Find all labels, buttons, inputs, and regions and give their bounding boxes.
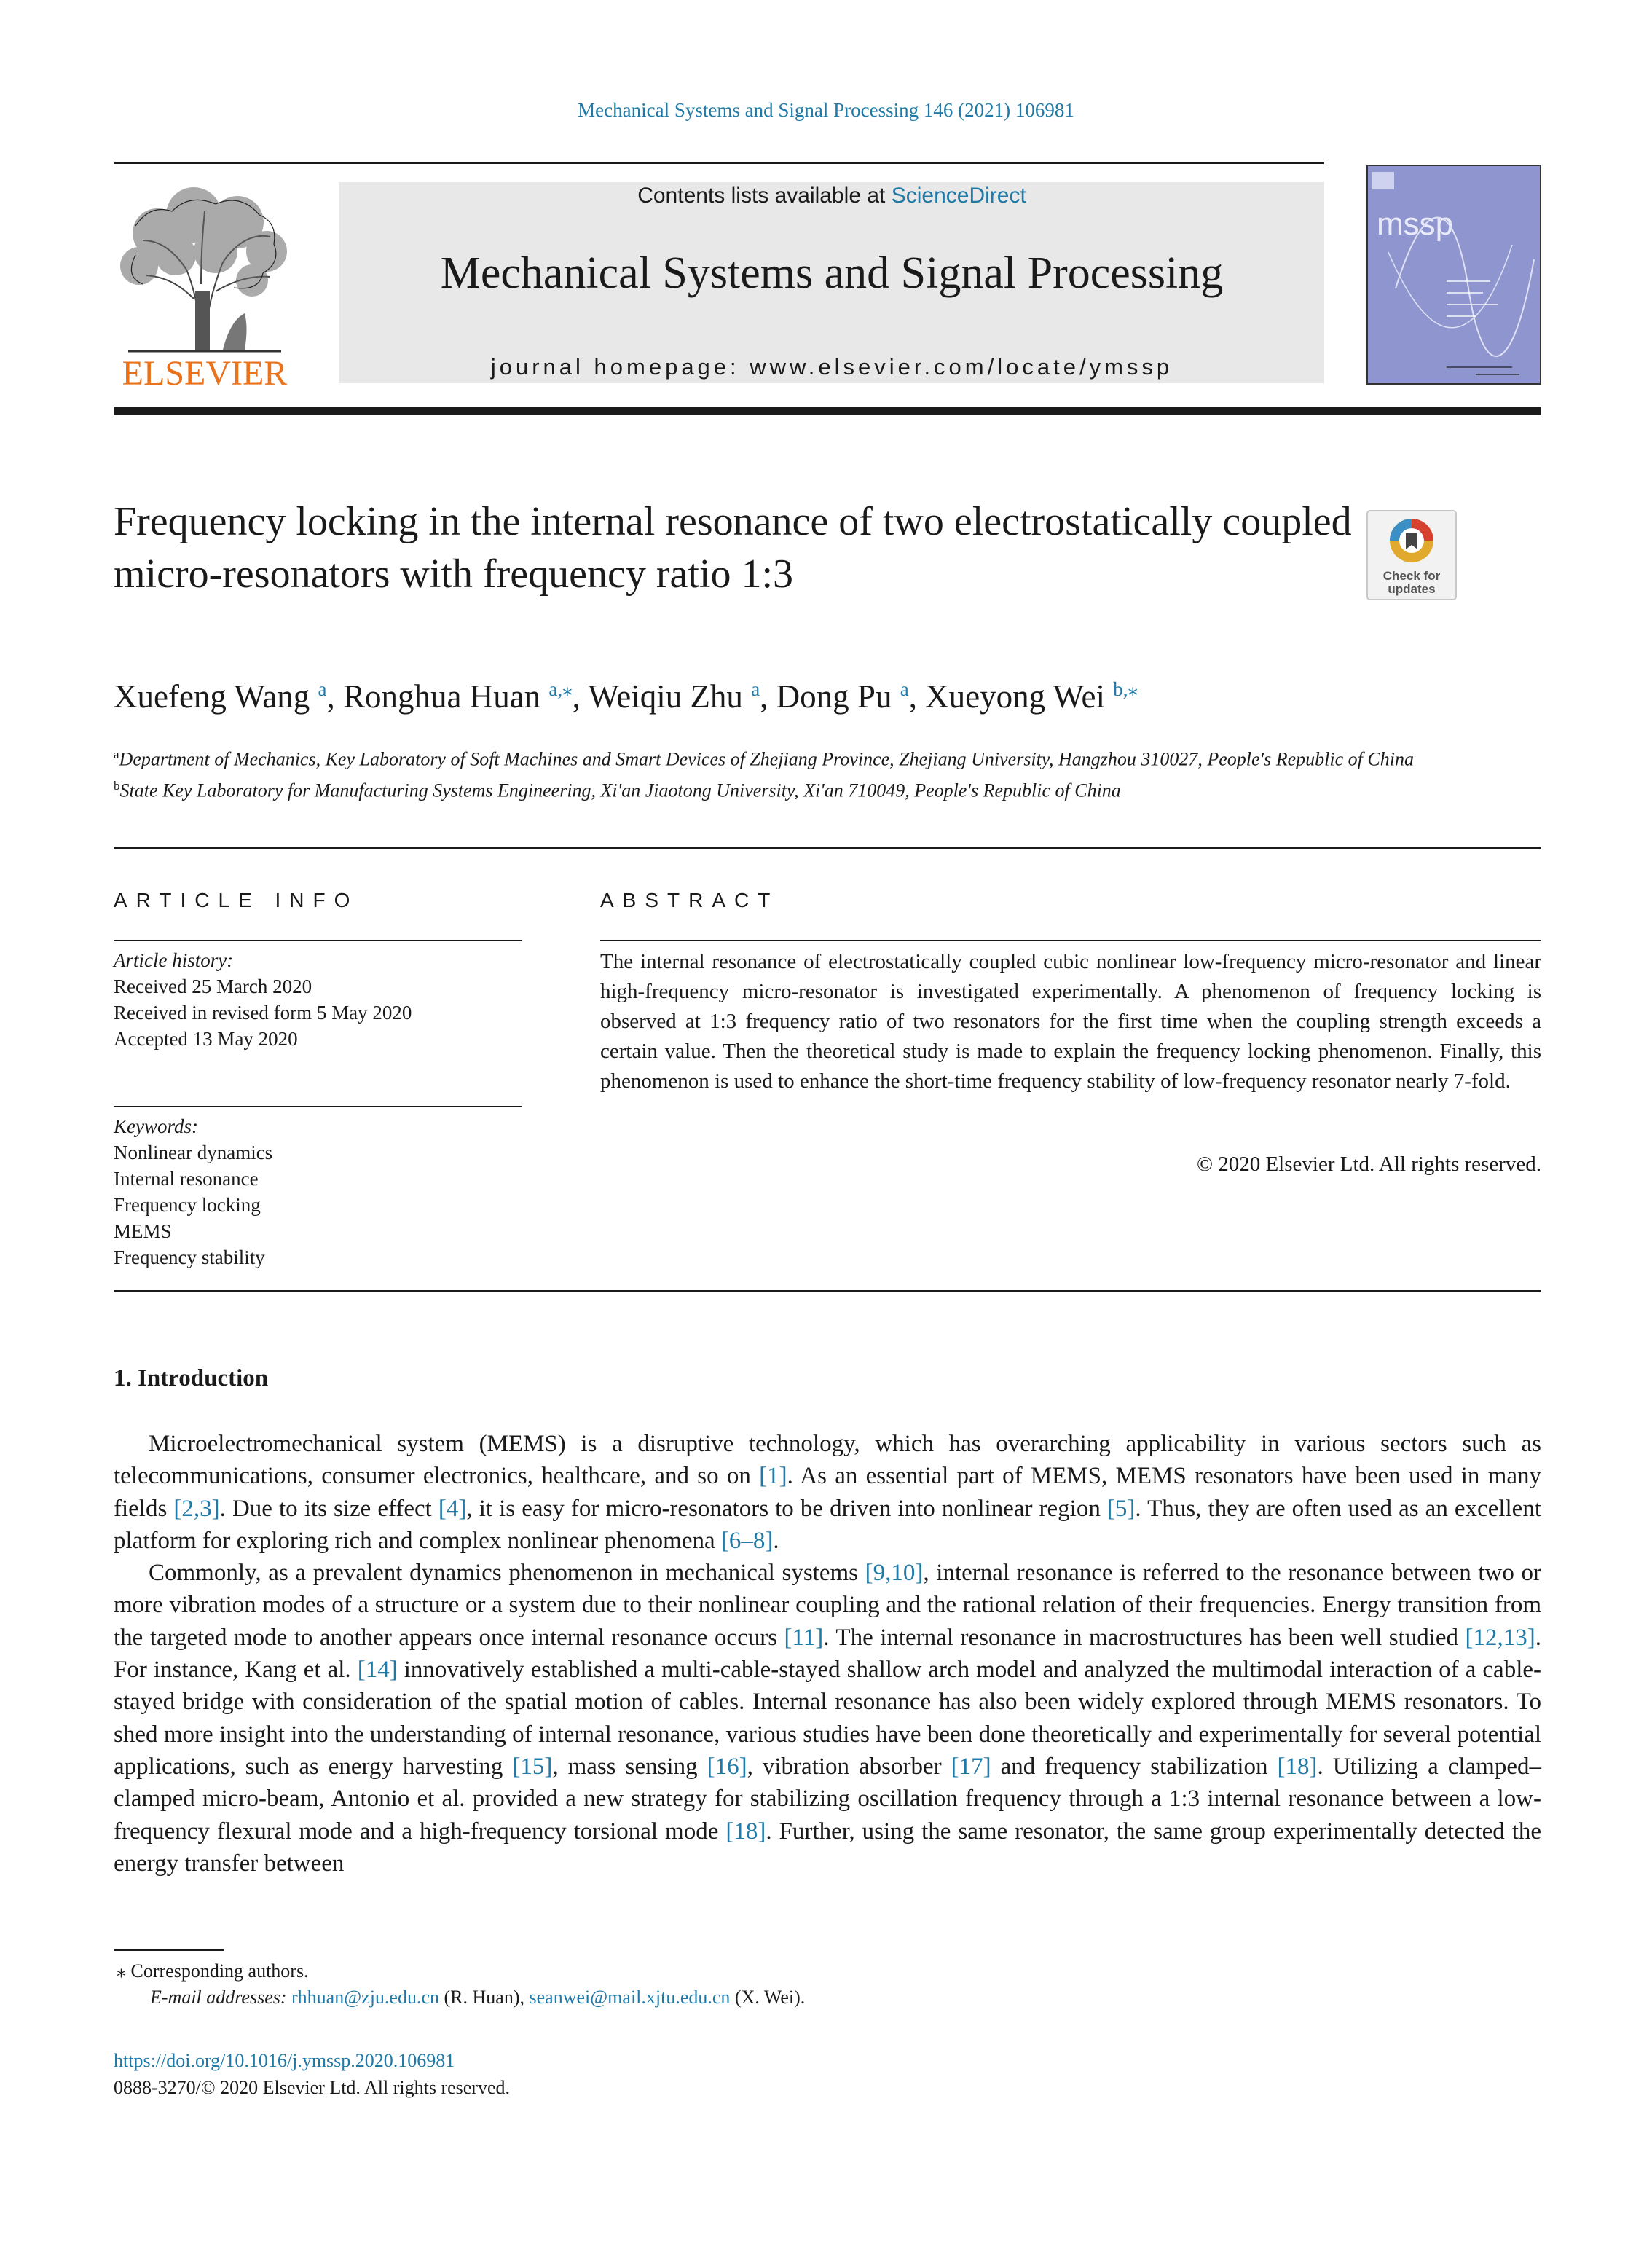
- citation-link[interactable]: [16]: [707, 1753, 747, 1780]
- email-label: E-mail addresses:: [150, 1987, 292, 2008]
- affiliation-mark: a: [114, 747, 119, 761]
- author-affiliation-mark[interactable]: a,⁎: [548, 678, 573, 700]
- affiliation-item: [114, 773, 1541, 804]
- citation-link[interactable]: [15]: [512, 1753, 553, 1780]
- citation-link[interactable]: [12,13]: [1465, 1624, 1535, 1651]
- journal-cover-thumbnail[interactable]: [1366, 165, 1541, 385]
- journal-citation[interactable]: Mechanical Systems and Signal Processing 146 (2021) 106981: [578, 99, 1074, 121]
- author-name: Weiqiu Zhu: [588, 678, 743, 715]
- keywords-rule: [114, 1106, 522, 1107]
- corresponding-authors-note: ⁎ Corresponding authors.: [117, 1960, 309, 1982]
- abstract-heading: ABSTRACT: [600, 889, 779, 911]
- citation-link[interactable]: [11]: [784, 1624, 824, 1651]
- keyword-item: MEMS: [114, 1220, 172, 1242]
- affiliations: [114, 742, 1541, 804]
- article-info-rule: [114, 940, 522, 941]
- abstract-rule: [600, 940, 1541, 941]
- header-thick-rule: [114, 407, 1541, 415]
- journal-title: Mechanical Systems and Signal Processing: [440, 248, 1224, 298]
- cover-title: mssp: [1377, 206, 1454, 242]
- history-entry: Received in revised form 5 May 2020: [114, 1002, 412, 1024]
- article-history: [114, 947, 522, 1052]
- author-list: Xuefeng Wang $^a$, Ronghua Huan $^{a,⁎}$, Weiqiu Zhu $^a$, Dong Pu $^a$, Xueyong Wei $^{b,⁎}$: [114, 678, 1138, 715]
- keyword-item: Nonlinear dynamics: [114, 1142, 273, 1163]
- header-top-rule: [114, 162, 1324, 164]
- keyword-item: Frequency locking: [114, 1194, 261, 1216]
- keywords-label: Keywords:: [114, 1115, 198, 1137]
- email-owner-wei: (X. Wei).: [730, 1987, 806, 2008]
- contents-prefix: Contents lists available at: [637, 184, 892, 208]
- abstract-end-rule: [114, 1290, 1541, 1292]
- citation-link[interactable]: [6–8]: [720, 1527, 774, 1554]
- citation-link[interactable]: [1]: [759, 1463, 787, 1490]
- citation-link[interactable]: [4]: [438, 1495, 467, 1522]
- check-for-updates-badge[interactable]: [1366, 510, 1457, 600]
- doi-block: [114, 2047, 988, 2101]
- affiliation-mark: b: [114, 778, 120, 793]
- keyword-item: Frequency stability: [114, 1246, 265, 1268]
- email-link-wei[interactable]: seanwei@mail.xjtu.edu.cn: [529, 1987, 731, 2008]
- badge-line-1: Check for: [1382, 569, 1441, 583]
- email-owner-huan: (R. Huan),: [439, 1987, 530, 2008]
- author-name: Ronghua Huan: [342, 678, 541, 715]
- history-entry: Received 25 March 2020: [114, 975, 312, 997]
- history-label: Article history:: [114, 949, 234, 971]
- doi-link[interactable]: https://doi.org/10.1016/j.ymssp.2020.106981: [114, 2050, 455, 2071]
- body-paragraph: Microelectromechanical system (MEMS) is a disruptive technology, which has overarching applicability in various sectors such as telecommunications, consumer electronics, healthcare, and so on [1]. As an essential part of MEMS, MEMS resonators have been used in many fields [2,3]. Due to its size effect [4], it is easy for micro-resonators to be driven into nonlinear region [5]. Thus, they are often used as an excellent platform for exploring rich and complex nonlinear phenomena [6–8].: [114, 1431, 1541, 1554]
- keyword-item: Internal resonance: [114, 1168, 259, 1190]
- issn-line: 0888-3270/© 2020 Elsevier Ltd. All rights reserved.: [114, 2077, 510, 2098]
- author-affiliation-mark[interactable]: a: [318, 678, 327, 700]
- publisher-wordmark: ELSEVIER: [122, 354, 288, 390]
- check-for-updates-icon: [1366, 510, 1457, 600]
- article-title: Frequency locking in the internal resonance of two electrostatically coupled micro-resonators with frequency ratio 1:3: [114, 499, 1352, 597]
- author-affiliation-mark[interactable]: b,⁎: [1113, 678, 1138, 700]
- tree-logo-icon: [114, 182, 296, 390]
- abstract-copyright: © 2020 Elsevier Ltd. All rights reserved.: [1196, 1152, 1541, 1176]
- history-list: [114, 973, 522, 1052]
- footnote-rule: [114, 1949, 224, 1951]
- citation-link[interactable]: [18]: [725, 1818, 766, 1845]
- affiliation-rule: [114, 847, 1541, 849]
- citation-link[interactable]: [17]: [951, 1753, 991, 1780]
- affiliation-item: [114, 742, 1541, 773]
- journal-cover-image: [1366, 165, 1541, 385]
- affiliation-text: State Key Laboratory for Manufacturing Systems Engineering, Xi'an Jiaotong University, Xi'an 710049, People's Republic of China: [119, 779, 1121, 801]
- affiliation-text: Department of Mechanics, Key Laboratory of Soft Machines and Smart Devices of Zhejiang Province, Zhejiang University, Hangzhou 310027, People's Republic of China: [119, 748, 1414, 770]
- publisher-logo[interactable]: [114, 182, 296, 390]
- email-link-huan[interactable]: rhhuan@zju.edu.cn: [291, 1987, 440, 2008]
- body-paragraph: Commonly, as a prevalent dynamics phenomenon in mechanical systems [9,10], internal resonance is referred to the resonance between two or more vibration modes of a structure or a system due to their nonlinear coupling and the rational relation of their frequencies. Energy transition from the targeted mode to another appears once internal resonance occurs [11]. The internal resonance in macrostructures has been well studied [12,13]. For instance, Kang et al. [14] innovatively established a multi-cable-stayed shallow arch model and analyzed the multimodal interaction of a cable-stayed bridge with consideration of the spatial motion of cables. Internal resonance has also been widely explored through MEMS resonators. To shed more insight into the understanding of internal resonance, various studies have been done theoretically and experimentally for several potential applications, such as energy harvesting [15], mass sensing [16], vibration absorber [17] and frequency stabilization [18]. Utilizing a clamped–clamped micro-beam, Antonio et al. provided a new strategy for stabilizing oscillation frequency through a 1:3 internal resonance between a low-frequency flexural mode and a high-frequency torsional mode [18]. Further, using the same resonator, the same group experimentally detected the energy transfer between: [114, 1560, 1542, 1877]
- badge-line-2: updates: [1388, 582, 1436, 596]
- author-name: Dong Pu: [776, 678, 892, 715]
- citation-link[interactable]: [14]: [357, 1657, 398, 1684]
- introduction-body: [114, 1428, 1541, 1880]
- author-name: Xueyong Wei: [925, 678, 1105, 715]
- sciencedirect-link[interactable]: ScienceDirect: [891, 184, 1026, 208]
- author-affiliation-mark[interactable]: a: [900, 678, 909, 700]
- section-heading-introduction: 1. Introduction: [114, 1365, 269, 1391]
- abstract-text: The internal resonance of electrostatically coupled cubic nonlinear low-frequency micro-resonator and linear high-frequency micro-resonator is investigated experimentally. A phenomenon of frequency locking is observed at 1:3 frequency ratio of two resonators for the first time when the coupling strength exceeds a certain value. Then the theoretical study is made to explain the frequency locking phenomenon. Finally, this phenomenon is used to enhance the short-time frequency stability of low-frequency resonator nearly 7-fold.: [600, 950, 1541, 1093]
- citation-link[interactable]: [9,10]: [865, 1560, 924, 1587]
- history-entry: Accepted 13 May 2020: [114, 1028, 298, 1050]
- article-info-heading: ARTICLE INFO: [114, 889, 359, 911]
- keyword-list: [114, 1139, 522, 1271]
- author-affiliation-mark[interactable]: a: [751, 678, 760, 700]
- citation-link[interactable]: [5]: [1106, 1495, 1136, 1522]
- contents-line: [339, 184, 1324, 208]
- keywords: [114, 1113, 522, 1271]
- author-name: Xuefeng Wang: [114, 678, 310, 715]
- footnotes: [114, 1958, 1541, 2011]
- citation-link[interactable]: [2,3]: [173, 1495, 220, 1522]
- journal-homepage[interactable]: journal homepage: www.elsevier.com/locate/ymssp: [490, 354, 1173, 380]
- citation-link[interactable]: [18]: [1277, 1753, 1318, 1780]
